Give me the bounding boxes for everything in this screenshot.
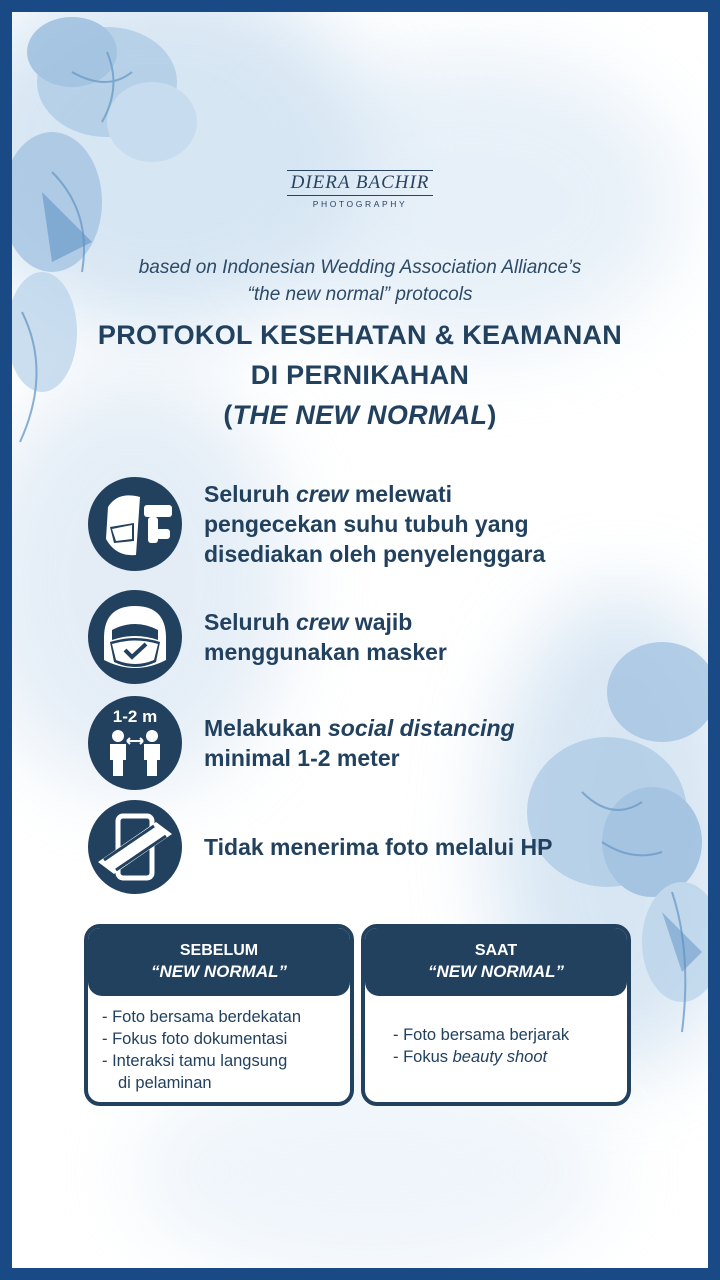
before-card-header: [88, 928, 350, 996]
brand-logo: [12, 170, 708, 209]
title-line: (THE NEW NORMAL): [223, 400, 497, 430]
before-list: [102, 1006, 350, 1094]
protocol-text: Seluruh crew melewati pengecekan suhu tubuh yang disediakan oleh penyelenggara: [204, 481, 546, 567]
during-card-header: [365, 928, 627, 996]
social-distancing-icon: [88, 696, 182, 790]
title-emphasis: THE NEW NORMAL: [232, 400, 488, 430]
during-subheading: “NEW NORMAL”: [428, 962, 564, 981]
no-phone-icon: [88, 800, 182, 894]
protocol-item: [88, 696, 688, 790]
title-line: DI PERNIKAHAN: [250, 360, 470, 390]
before-heading: SEBELUM: [179, 942, 259, 959]
intro-line: “the new normal” protocols: [247, 284, 473, 305]
list-item: - Fokus foto dokumentasi: [102, 1030, 288, 1048]
list-item: - Fokus beauty shoot: [393, 1048, 548, 1066]
brand-tagline: PHOTOGRAPHY: [312, 199, 408, 209]
face-mask-icon: [88, 590, 182, 684]
poster: [12, 12, 708, 1268]
protocol-item: [88, 590, 688, 684]
protocol-text: Tidak menerima foto melalui HP: [204, 834, 553, 860]
protocol-item: [88, 477, 688, 571]
during-list: [393, 1024, 627, 1068]
protocol-text: Melakukan social distancing minimal 1-2 meter: [204, 715, 515, 771]
list-item: di pelaminan: [118, 1074, 212, 1092]
intro-text: [12, 254, 708, 308]
intro-line: based on Indonesian Wedding Association Alliance’s: [138, 257, 582, 278]
distance-label: 1-2 m: [112, 707, 158, 726]
page-title: [12, 315, 708, 435]
brand-name: DIERA BACHIR: [287, 170, 434, 196]
list-item: - Foto bersama berjarak: [393, 1026, 570, 1044]
protocol-text: Seluruh crew wajib menggunakan masker: [204, 609, 447, 665]
before-subheading: “NEW NORMAL”: [151, 962, 287, 981]
during-heading: SAAT: [474, 942, 518, 959]
during-card: [361, 924, 631, 1106]
before-card: [84, 924, 354, 1106]
title-line: PROTOKOL KESEHATAN & KEAMANAN: [97, 320, 623, 350]
list-item: - Foto bersama berdekatan: [102, 1008, 302, 1026]
list-item: - Interaksi tamu langsung: [102, 1052, 288, 1070]
thermometer-check-icon: [88, 477, 182, 571]
protocol-item: [88, 800, 688, 894]
